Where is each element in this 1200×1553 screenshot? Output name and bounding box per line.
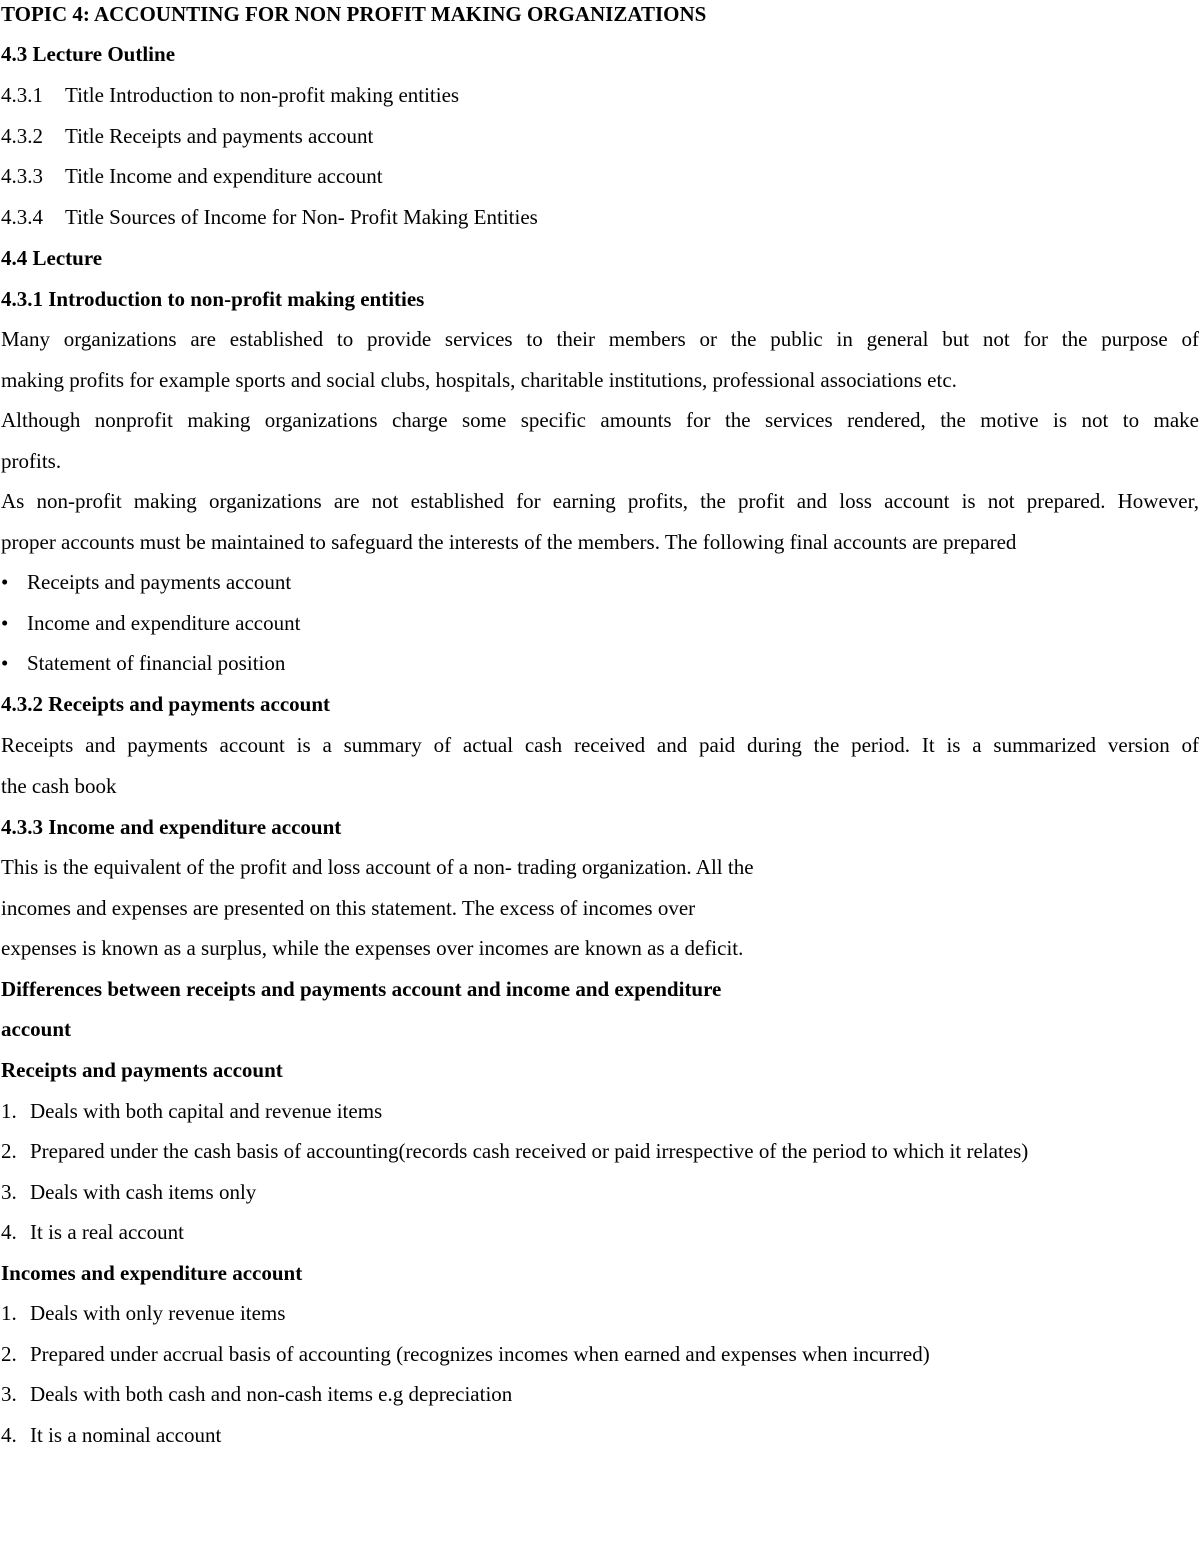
item-text: It is a nominal account [30, 1423, 222, 1447]
paragraph-line: the cash book [1, 774, 117, 798]
item-text: It is a real account [30, 1220, 184, 1244]
paragraph-line: profits. [1, 449, 62, 473]
lecture-heading: 4.4 Lecture [1, 246, 103, 270]
paragraph-line: proper accounts must be maintained to safeguard the interests of the members. The following final accounts are prepared [1, 530, 1017, 554]
item-number: 2. [1, 1139, 17, 1163]
item-number: 1. [1, 1099, 17, 1123]
numbered-item [1, 1299, 1200, 1339]
paragraph-line: Receipts and payments account is a summary of actual cash received and paid during the period. It is a summarized version of [1, 733, 1199, 757]
outline-item [1, 81, 1200, 121]
paragraph-line: expenses is known as a surplus, while the expenses over incomes are known as a deficit. [1, 936, 744, 960]
bullet-item [1, 649, 1200, 689]
section-heading: 4.3.1 Introduction to non-profit making entities [1, 287, 425, 311]
item-number: 2. [1, 1342, 17, 1366]
item-text: Deals with both cash and non-cash items e.g depreciation [30, 1382, 513, 1406]
item-number: 3. [1, 1382, 17, 1406]
bullet-icon: • [1, 570, 9, 594]
subsection-heading: Incomes and expenditure account [1, 1261, 303, 1285]
numbered-item [1, 1178, 1200, 1218]
subsection-heading: Receipts and payments account [1, 1058, 283, 1082]
paragraph-line: Although nonprofit making organizations charge some specific amounts for the services rendered, the motive is not to make [1, 408, 1199, 432]
numbered-item [1, 1218, 1200, 1258]
paragraph-line: incomes and expenses are presented on this statement. The excess of incomes over [1, 896, 696, 920]
differences-heading: account [1, 1017, 71, 1041]
numbered-item [1, 1380, 1200, 1420]
bullet-icon: • [1, 651, 9, 675]
outline-heading: 4.3 Lecture Outline [1, 42, 176, 66]
item-number: 1. [1, 1301, 17, 1325]
item-number: 3. [1, 1180, 17, 1204]
item-text: Deals with only revenue items [30, 1301, 286, 1325]
item-number: 4. [1, 1220, 17, 1244]
outline-item-number: 4.3.4 [1, 205, 43, 229]
outline-item-number: 4.3.3 [1, 164, 43, 188]
numbered-item [1, 1137, 1200, 1177]
numbered-item [1, 1421, 1200, 1461]
outline-item-text: Title Introduction to non-profit making entities [65, 83, 460, 107]
item-text: Deals with cash items only [30, 1180, 257, 1204]
outline-item [1, 162, 1200, 202]
section-heading: 4.3.2 Receipts and payments account [1, 692, 330, 716]
outline-item [1, 203, 1200, 243]
paragraph-line: As non-profit making organizations are not established for earning profits, the profit and loss account is not prepared. However, [1, 489, 1199, 513]
outline-item-number: 4.3.2 [1, 124, 43, 148]
document-title: TOPIC 4: ACCOUNTING FOR NON PROFIT MAKING ORGANIZATIONS [1, 2, 707, 26]
item-text: Prepared under the cash basis of accounting(records cash received or paid irrespective of the period to which it relates) [30, 1139, 1029, 1163]
paragraph-line: making profits for example sports and social clubs, hospitals, charitable institutions, professional associations etc. [1, 368, 957, 392]
outline-item [1, 122, 1200, 162]
bullet-text: Receipts and payments account [27, 570, 292, 594]
outline-item-number: 4.3.1 [1, 83, 43, 107]
section-heading: 4.3.3 Income and expenditure account [1, 815, 342, 839]
bullet-item [1, 609, 1200, 649]
outline-item-text: Title Receipts and payments account [65, 124, 374, 148]
bullet-icon: • [1, 611, 9, 635]
numbered-item [1, 1340, 1200, 1380]
differences-heading: Differences between receipts and payments account and income and expenditure [1, 977, 722, 1001]
item-number: 4. [1, 1423, 17, 1447]
outline-item-text: Title Income and expenditure account [65, 164, 383, 188]
bullet-text: Income and expenditure account [27, 611, 301, 635]
outline-item-text: Title Sources of Income for Non- Profit Making Entities [65, 205, 538, 229]
item-text: Deals with both capital and revenue items [30, 1099, 383, 1123]
numbered-item [1, 1097, 1200, 1137]
paragraph-line: This is the equivalent of the profit and loss account of a non- trading organization. All the [1, 855, 754, 879]
bullet-item [1, 568, 1200, 608]
bullet-text: Statement of financial position [27, 651, 286, 675]
item-text: Prepared under accrual basis of accounting (recognizes incomes when earned and expenses when incurred) [30, 1342, 930, 1366]
paragraph-line: Many organizations are established to provide services to their members or the public in general but not for the purpose of [1, 327, 1199, 351]
